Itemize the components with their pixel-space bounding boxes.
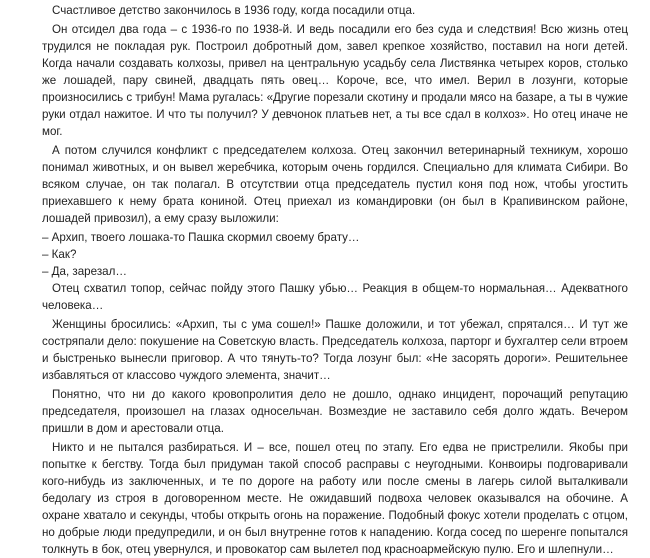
paragraph-women-rushed: Женщины бросились: «Архип, ты с ума сошел!» Пашке доложили, и тот убежал, спрятался… И тут же состряпали дело: покушение на Советскую власть. Председатель колхоза, парторг и бухгалтер сели втроем и быстренько вынесли приговор. А что тянуть-то? Тогда лозунг был: «Не засорять дороги». Решительнее избавляться от классово чуждого элемента, значит… <box>42 318 628 382</box>
paragraph-arrest: Понятно, что ни до какого кровопролития дело не дошло, однако инцидент, порочащий репутацию председателя, произошел на глазах односельчан. Возмездие не заставило себя долго ждать. Вечером пришли в дом и арестовали отца. <box>42 388 628 435</box>
paragraph-escort: Никто и не пытался разбираться. И – все, пошел отец по этапу. Его едва не пристрелили. Якобы при попытке к бегству. Тогда был придуман такой способ расправы с неугодными. Конвоиры подговаривали кого-нибудь из заключенных, и те по дороге на работу или после смены в лагерь силой выталкивали бедолагу из строя в договоренном месте. Не ожидавший подвоха человек оказывался на обочине. А охране хватало и секунды, чтобы открыть огонь на поражение. Подобный фокус хотели проделать с отцом, но добрые люди предупредили, и он был внутренне готов к нападению. Когда сосед по шеренге попытался толкнуть в бок, отец увернулся, и провокатор сам вылетел под красноармейскую пулю. Его и шлепнули… <box>42 441 628 556</box>
paragraph-axe-reaction: Отец схватил топор, сейчас пойду этого Пашку убью… Реакция в общем-то нормальная… Адекватного человека… <box>42 282 628 312</box>
dialogue-line-2: – Как? <box>42 248 77 261</box>
dialogue-line-1: – Архип, твоего лошака-то Пашка скормил своему брату… <box>42 231 360 244</box>
paragraph-father-imprisoned: Он отсидел два года – с 1936-го по 1938-й. И ведь посадили его без суда и следствия! Всю жизнь отец трудился не покладая рук. Построил добротный дом, завел крепкое хозяйство, поставил на ноги детей. Когда начали создавать колхозы, привел на центральную усадьбу села Листвянка четырех коров, столько же лошадей, пару свиней, двадцать пять овец… Короче, все, что имел. Верил в лозунги, которые произносились с трибун! Мама ругалась: «Другие порезали скотину и продали мясо на базаре, а ты в чужие руки отдал нажитое. И что ты получил? У девчонок платьев нет, а ты все сдал в колхоз». Но отец иначе не мог. <box>42 23 628 138</box>
paragraph-childhood-ended: Счастливое детство закончилось в 1936 году, когда посадили отца. <box>52 4 416 17</box>
dialogue-line-3: – Да, зарезал… <box>42 265 127 278</box>
paragraph-conflict-chairman: А потом случился конфликт с председателем колхоза. Отец закончил ветеринарный техникум, хорошо понимал животных, и он вывел жеребчика, которым очень гордился. Специально для климата Сибири. Во всяком случае, он так полагал. В отсутствии отца председатель пустил коня под нож, чтобы угостить приехавшего к нему брата кониной. Отец приехал из командировки (он был в Крапивинском районе, лошадей привозил), а ему сразу выложили: <box>42 144 628 225</box>
